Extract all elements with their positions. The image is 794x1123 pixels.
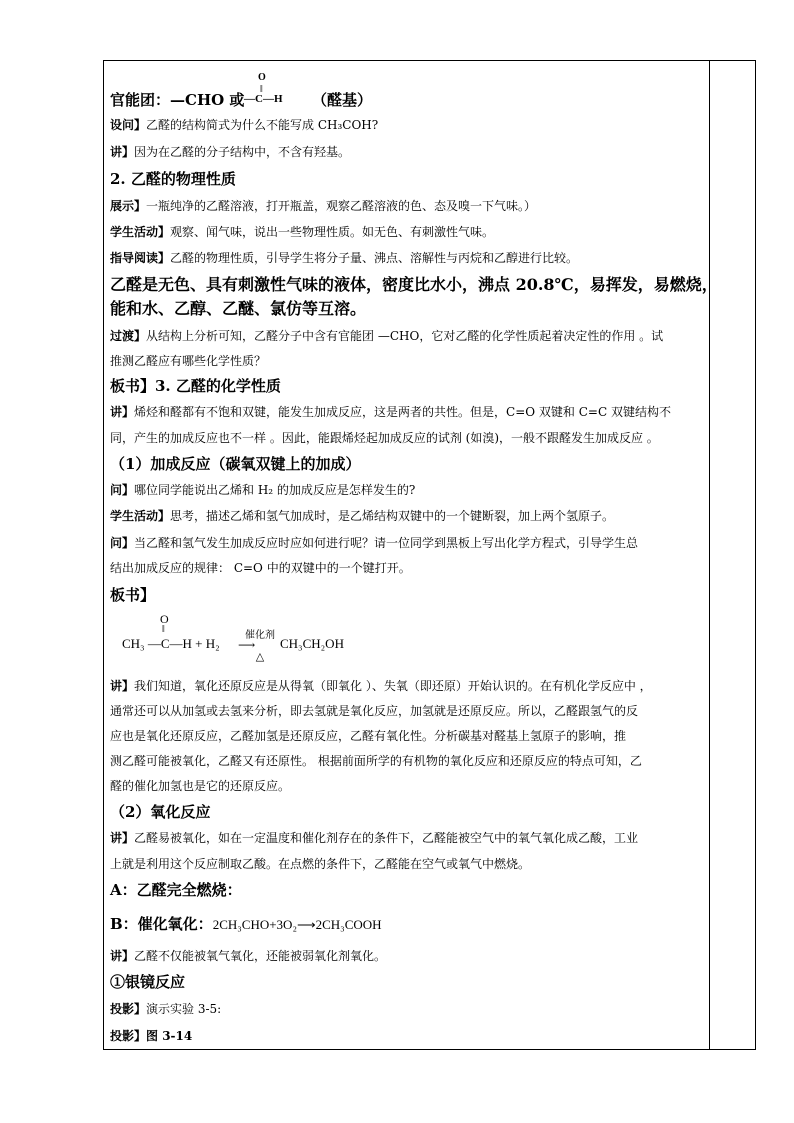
board-heading: 板书】 (110, 586, 156, 604)
label-explain-5: 讲】 (110, 949, 135, 963)
display-text: 一瓶纯净的乙醛溶液，打开瓶盖，观察乙醛溶液的色、态及嗅一下气味。） (146, 199, 537, 213)
label-guided-reading: 指导阅读】 (110, 251, 171, 265)
explain-line (110, 142, 350, 162)
eq-o-atom: O (160, 612, 169, 626)
label-projection-2: 投影】 (110, 1029, 147, 1043)
label-question-3: 问】 (110, 536, 135, 550)
eq-product: CH₃CH₂OH (280, 636, 344, 651)
question-text-2: 哪位同学能说出乙烯和 H₂ 的加成反应是怎样发生的? (134, 483, 416, 497)
label-question-2: 问】 (110, 483, 135, 497)
eq-double-bond: ‖ (162, 624, 165, 635)
projection-line-2 (110, 1026, 192, 1046)
eq-arrow: ⟶ (238, 638, 256, 652)
label-explain-2: 讲】 (110, 405, 135, 419)
transition-line-2: 推测乙醛应有哪些化学性质？ (110, 354, 267, 368)
label-student-activity-2: 学生活动】 (110, 509, 171, 523)
physical-props-summary-1: 乙醛是无色、具有刺激性气味的液体，密度比水小，沸点 20.8℃，易挥发，易燃烧， (110, 275, 718, 294)
section-chemical-properties: 板书】3. 乙醛的化学性质 (110, 377, 281, 395)
section-physical-properties: 2. 乙醛的物理性质 (110, 170, 236, 188)
explain-text: 因为在乙醛的分子结构中，不含有羟基。 (134, 145, 351, 159)
guided-reading-text: 乙醛的物理性质，引导学生将分子量、沸点、溶解性与丙烷和乙醇进行比较。 (170, 251, 579, 265)
catalytic-oxidation (110, 914, 382, 935)
display-line (110, 196, 536, 216)
functional-group-label: 官能团： (110, 91, 171, 109)
catalytic-oxidation-label: B：催化氧化： (110, 915, 213, 933)
silver-mirror-heading: ①银镜反应 (110, 973, 186, 991)
eq-reactants: CH₃ —C—H + H₂ (122, 636, 220, 651)
label-explain-4: 讲】 (110, 831, 135, 845)
guided-reading-line (110, 248, 578, 268)
question-line-3 (110, 533, 638, 553)
explain-text-5: 乙醛不仅能被氧气氧化，还能被弱氧化剂氧化。 (134, 949, 387, 963)
question-line (110, 115, 378, 135)
label-explain-3: 讲】 (110, 679, 135, 693)
transition-text: 从结构上分析可知，乙醛分子中含有官能团 —CHO，它对乙醛的化学性质起着决定性的作用 。试 (146, 329, 664, 343)
aldehyde-structure: —C—H (244, 93, 283, 105)
student-activity-line-2 (110, 506, 614, 526)
label-projection-1: 投影】 (110, 1002, 147, 1016)
question-text: 乙醛的结构简式为什么不能写成 CH₃COH? (146, 118, 379, 132)
explain-text-2: 烯烃和醛都有不饱和双键，能发生加成反应，这是两者的共性。但是，C=O 双键和 C=C 双键结构不 (134, 405, 671, 419)
complete-combustion: A：乙醛完全燃烧： (110, 881, 242, 899)
projection-line-1 (110, 999, 221, 1019)
question-line-2 (110, 480, 415, 500)
explain-line-4 (110, 828, 638, 848)
explain-line-2 (110, 402, 671, 422)
explain-line-4b: 上就是利用这个反应制取乙酸。在点燃的条件下，乙醛能在空气或氧气中燃烧。 (110, 857, 531, 871)
projection-text-1: 演示实验 3-5: (146, 1002, 222, 1016)
projection-text-2: 图 3-14 (146, 1029, 193, 1043)
column-divider (709, 60, 710, 1050)
explain-line-3d: 测乙醛可能被氧化，乙醛又有还原性。 根据前面所学的有机物的氧化反应和还原反应的特点可知，乙 (110, 754, 642, 768)
explain-line-3b: 通常还可以从加氢或去氢来分析，即去氢就是氧化反应，加氢就是还原反应。所以，乙醛跟氢气的反 (110, 704, 639, 718)
addition-reaction-heading: （1）加成反应（碳氧双键上的加成） (110, 455, 361, 473)
functional-group-text: —CHO 或 (170, 91, 245, 109)
label-student-activity: 学生活动】 (110, 225, 171, 239)
student-activity-line (110, 222, 494, 242)
explain-text-4: 乙醛易被氧化，如在一定温度和催化剂存在的条件下，乙醛能被空气中的氧气氧化成乙酸，工业 (134, 831, 639, 845)
oxidation-heading: （2）氧化反应 (110, 803, 211, 821)
label-question: 设问】 (110, 118, 147, 132)
label-transition: 过渡】 (110, 329, 147, 343)
explain-line-5 (110, 946, 386, 966)
aldehyde-group-name: （醛基） (312, 91, 373, 109)
eq-heat: △ (255, 651, 265, 663)
explain-line-3c: 应也是氧化还原反应，乙醛加氢是还原反应，乙醛有氧化性。分析碳基对醛基上氢原子的影响，推 (110, 729, 627, 743)
catalytic-oxidation-equation: 2CH₃CHO+3O₂⟶2CH₃COOH (212, 917, 382, 932)
label-display: 展示】 (110, 199, 147, 213)
eq-catalyst: 催化剂 (245, 630, 275, 641)
student-activity-text-2: 思考，描述乙烯和氢气加成时，是乙烯结构双键中的一个键断裂，加上两个氢原子。 (170, 509, 615, 523)
explain-text-3: 我们知道，氧化还原反应是从得氧（即氧化 ）、失氧（即还原）开始认识的。在有机化学反应中 ， (134, 679, 652, 693)
question-text-3: 当乙醛和氢气发生加成反应时应如何进行呢？请一位同学到黑板上写出化学方程式，引导学生总 (134, 536, 639, 550)
student-activity-text: 观察、闻气味，说出一些物理性质。如无色、有刺激性气味。 (170, 225, 495, 239)
functional-group-line (110, 90, 244, 110)
label-explain: 讲】 (110, 145, 135, 159)
aldehyde-o-atom: O (258, 72, 266, 83)
physical-props-summary-2: 能和水、乙醇、乙醚、氯仿等互溶。 (110, 299, 367, 318)
transition-line (110, 326, 663, 346)
explain-line-3 (110, 676, 652, 696)
double-bond-mark: ‖ (260, 84, 263, 95)
explain-line-2b: 同，产生的加成反应也不一样 。因此，能跟烯烃起加成反应的试剂 (如溴)，一般不跟醛发生加成反应 。 (110, 431, 659, 445)
question-line-3b: 结出加成反应的规律： C=O 中的双键中的一个键打开。 (110, 561, 411, 575)
explain-line-3e: 醛的催化加氢也是它的还原反应。 (110, 779, 291, 793)
